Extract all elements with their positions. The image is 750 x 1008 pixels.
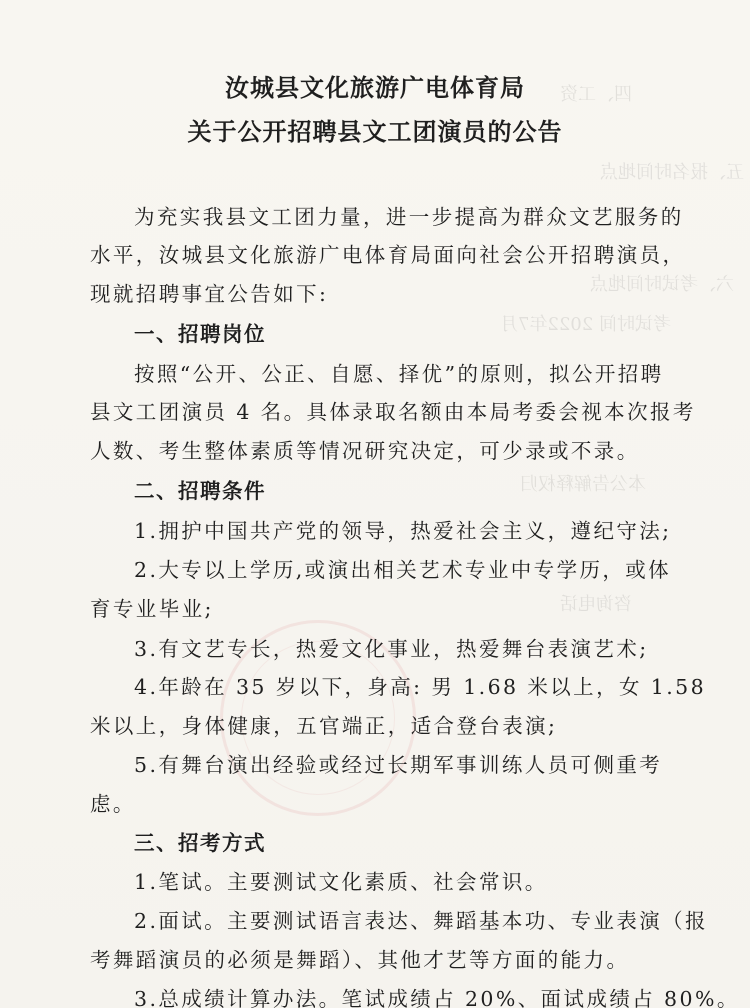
list-item: 3.有文艺专长，热爱文化事业，热爱舞台表演艺术; xyxy=(134,637,649,661)
bleed-through-text: 六、考试时间地点 xyxy=(590,274,734,295)
list-item: 3.总成绩计算办法。笔试成绩占 20%、面试成绩占 80%。 xyxy=(134,987,740,1008)
list-item: 2.面试。主要测试语言表达、舞蹈基本功、专业表演（报 xyxy=(134,909,708,933)
list-item-continuation: 米以上，身体健康，五官端正，适合登台表演; xyxy=(90,714,558,738)
bleed-through-text: 咨询电话 xyxy=(560,594,632,615)
list-item-continuation: 考舞蹈演员的必须是舞蹈）、其他才艺等方面的能力。 xyxy=(90,948,630,972)
intro-line: 为充实我县文工团力量，进一步提高为群众文艺服务的 xyxy=(134,205,684,229)
list-item: 1.拥护中国共产党的领导，热爱社会主义，遵纪守法; xyxy=(134,519,672,543)
bleed-through-text: 五、报名时间地点 xyxy=(600,162,744,183)
intro-line: 现就招聘事宜公告如下: xyxy=(90,282,329,306)
bleed-through-text: 考试时间 2022年7月 xyxy=(500,314,671,335)
document-title-line-2: 关于公开招聘县文工团演员的公告 xyxy=(187,117,563,146)
paragraph-line: 县文工团演员 4 名。具体录取名额由本局考委会视本次报考 xyxy=(90,400,696,424)
list-item-continuation: 虑。 xyxy=(90,792,136,816)
list-item: 4.年龄在 35 岁以下，身高: 男 1.68 米以上，女 1.58 xyxy=(134,675,707,699)
list-item-continuation: 育专业毕业; xyxy=(90,597,214,621)
list-item: 5.有舞台演出经验或经过长期军事训练人员可侧重考 xyxy=(134,753,663,777)
bleed-through-text: 本公告解释权归 xyxy=(520,474,646,495)
list-item: 1.笔试。主要测试文化素质、社会常识。 xyxy=(134,870,548,894)
intro-line: 水平，汝城县文化旅游广电体育局面向社会公开招聘演员， xyxy=(90,243,686,267)
section-heading-positions: 一、招聘岗位 xyxy=(134,322,266,346)
section-heading-exam-method: 三、招考方式 xyxy=(134,831,266,855)
section-heading-conditions: 二、招聘条件 xyxy=(134,479,266,503)
paragraph-line: 人数、考生整体素质等情况研究决定，可少录或不录。 xyxy=(90,439,640,463)
paragraph-line: 按照“公开、公正、自愿、择优”的原则，拟公开招聘 xyxy=(134,362,664,386)
document-title-line-1: 汝城县文化旅游广电体育局 xyxy=(225,73,525,102)
bleed-through-text: 四、工资 xyxy=(560,84,632,105)
list-item: 2.大专以上学历,或演出相关艺术专业中专学历，或体 xyxy=(134,558,672,582)
